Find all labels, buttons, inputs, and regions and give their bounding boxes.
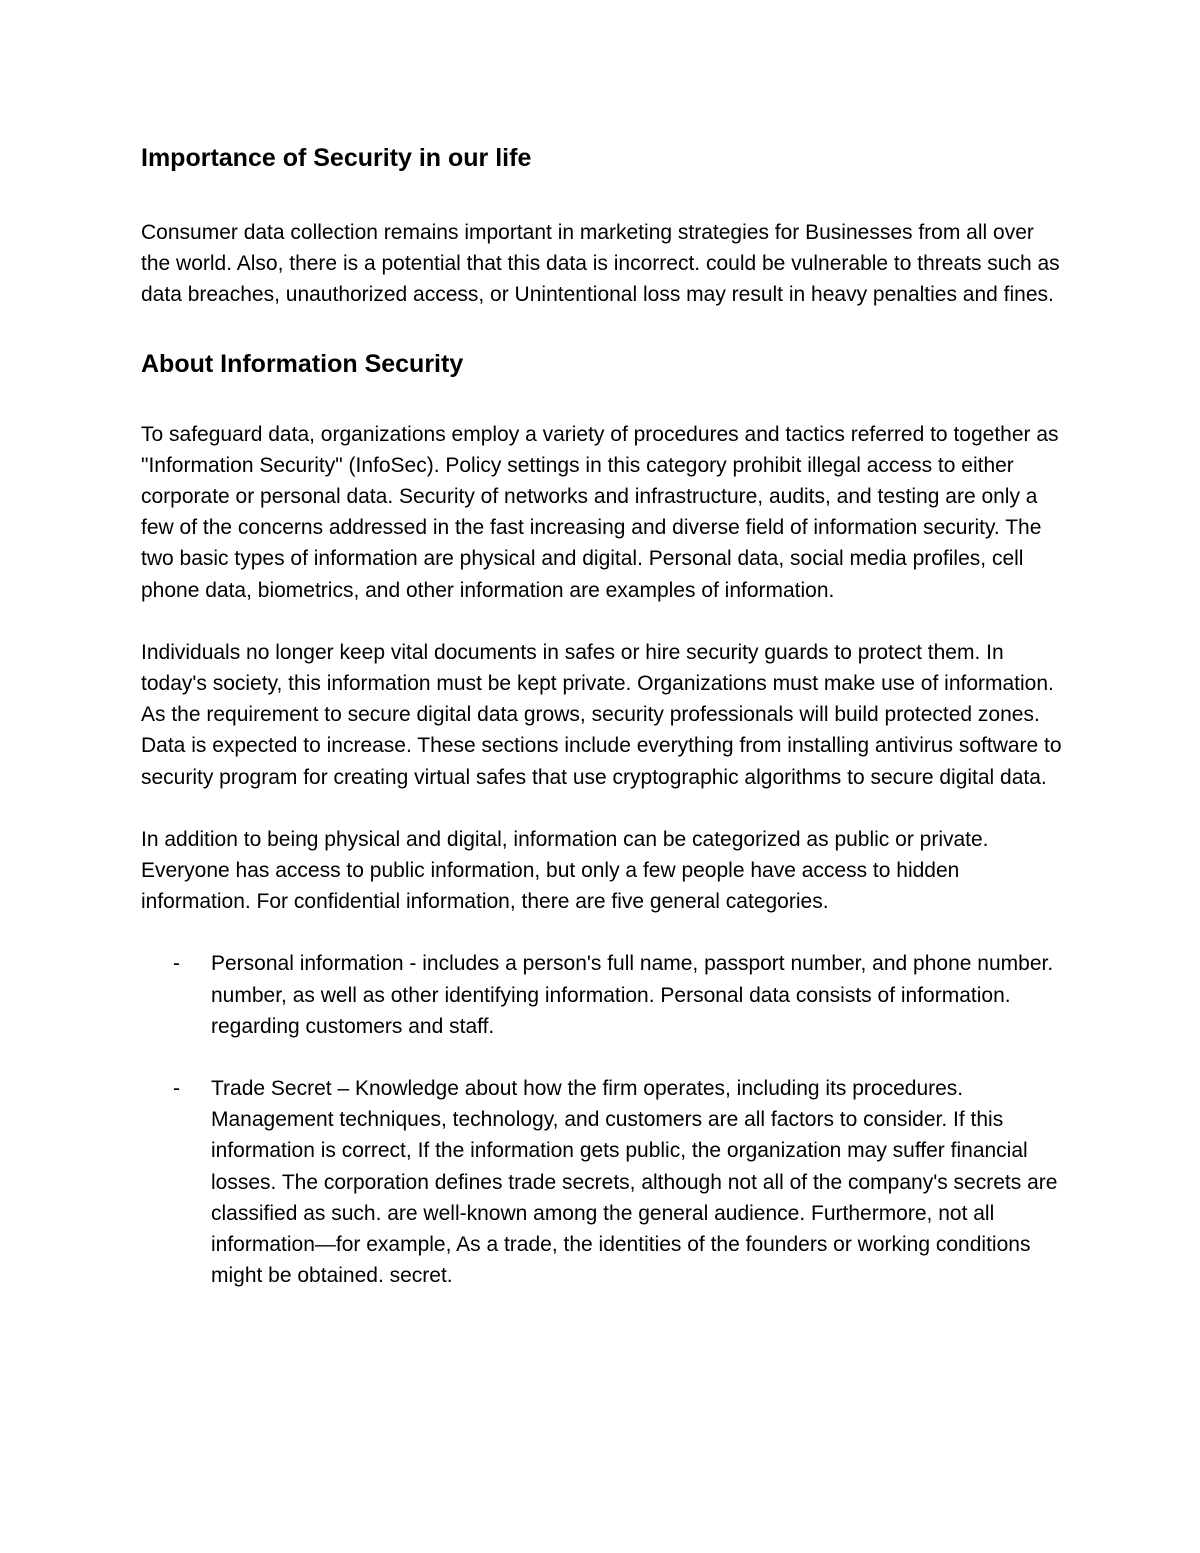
spacer	[141, 175, 1066, 217]
list-item-text: Personal information - includes a person's full name, passport number, and phone number. number, as well as other identifying information. Personal data consists of information. regarding customers and staff.	[211, 952, 1054, 1038]
list-item-text: Trade Secret – Knowledge about how the firm operates, including its procedures. Management techniques, technology, and customers are all factors to consider. If this information is correct, If the information gets public, the organization may suffer financial losses. The corporation defines trade secrets, although not all of the company's secrets are classified as such. are well-known among the general audience. Furthermore, not all information—for example, As a trade, the identities of the founders or working conditions might be obtained. secret.	[211, 1077, 1058, 1288]
paragraph-safeguard-data: To safeguard data, organizations employ a variety of procedures and tactics referred to together as "Information Security" (InfoSec). Policy settings in this category prohibit illegal access to either corporate or personal data. Security of networks and infrastructure, audits, and testing are only a few of the concerns addressed in the fast increasing and diverse field of information security. The two basic types of information are physical and digital. Personal data, social media profiles, cell phone data, biometrics, and other information are examples of information.	[141, 422, 1059, 602]
spacer	[141, 311, 1066, 347]
confidential-categories-list	[141, 948, 1066, 1291]
spacer	[141, 381, 1066, 419]
list-item	[141, 1073, 1066, 1291]
spacer	[141, 793, 1066, 824]
heading-importance-of-security: Importance of Security in our life	[141, 144, 532, 172]
list-dash-marker: -	[173, 952, 180, 976]
spacer	[141, 606, 1066, 637]
spacer	[141, 917, 1066, 948]
paragraph-consumer-data: Consumer data collection remains important in marketing strategies for Businesses from all over the world. Also, there is a potential that this data is incorrect. could be vulnerable to threats such as data breaches, unauthorized access, or Unintentional loss may result in heavy penalties and fines.	[141, 221, 1060, 307]
heading-about-information-security: About Information Security	[141, 349, 464, 378]
list-item	[141, 948, 1066, 1042]
list-dash-marker: -	[173, 1077, 180, 1101]
document-page	[141, 141, 1066, 1291]
paragraph-individuals: Individuals no longer keep vital documents in safes or hire security guards to protect them. In today's society, this information must be kept private. Organizations must make use of information. As the requirement to secure digital data grows, security professionals will build protected zones. Data is expected to increase. These sections include everything from installing antivirus software to security program for creating virtual safes that use cryptographic algorithms to secure digital data.	[141, 640, 1062, 789]
paragraph-public-private: In addition to being physical and digital, information can be categorized as public or private. Everyone has access to public information, but only a few people have access to hidden information. For confidential information, there are five general categories.	[141, 827, 989, 914]
